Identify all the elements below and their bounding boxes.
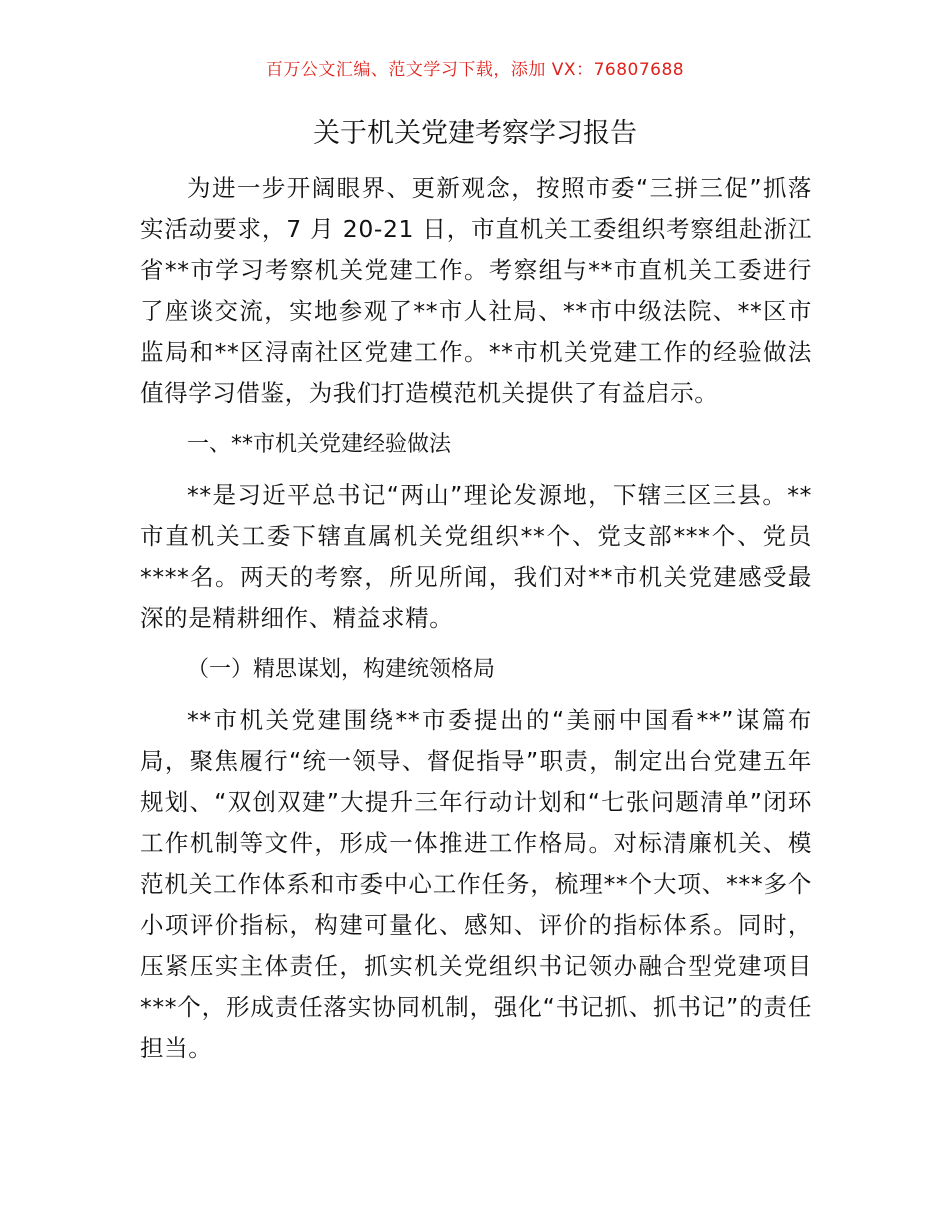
watermark-banner: 百万公文汇编、范文学习下载，添加 VX：76807688 — [265, 60, 685, 80]
subsection-heading: （一）精思谋划，构建统领格局 — [187, 657, 496, 682]
body-paragraph: **是习近平总书记“两山”理论发源地，下辖三区三县。**市直机关工委下辖直属机关党组织**个、党支部***个、党员****名。两天的考察，所见所闻，我们对**市机关党建感受最深的是精耕细作、精益求精。 — [140, 481, 812, 632]
document-title: 关于机关党建考察学习报告 — [313, 118, 637, 149]
section-heading: 一、**市机关党建经验做法 — [187, 432, 452, 457]
body-paragraph: **市机关党建围绕**市委提出的“美丽中国看**”谋篇布局，聚焦履行“统一领导、督促指导”职责，制定出台党建五年规划、“双创双建”大提升三年行动计划和“七张问题清单”闭环工作机制等文件，形成一体推进工作格局。对标清廉机关、模范机关工作体系和市委中心工作任务，梳理**个大项、***多个小项评价指标，构建可量化、感知、评价的指标体系。同时，压紧压实主体责任，抓实机关党组织书记领办融合型党建项目***个，形成责任落实协同机制，强化“书记抓、抓书记”的责任担当。 — [140, 706, 812, 1062]
intro-paragraph: 为进一步开阔眼界、更新观念，按照市委“三拼三促”抓落实活动要求，7 月 20-21 日，市直机关工委组织考察组赴浙江省**市学习考察机关党建工作。考察组与**市直机关工委进行了座谈交流，实地参观了**市人社局、**市中级法院、**区市监局和**区浔南社区党建工作。**市机关党建工作的经验做法值得学习借鉴，为我们打造模范机关提供了有益启示。 — [140, 174, 812, 407]
document-body — [140, 168, 812, 1069]
